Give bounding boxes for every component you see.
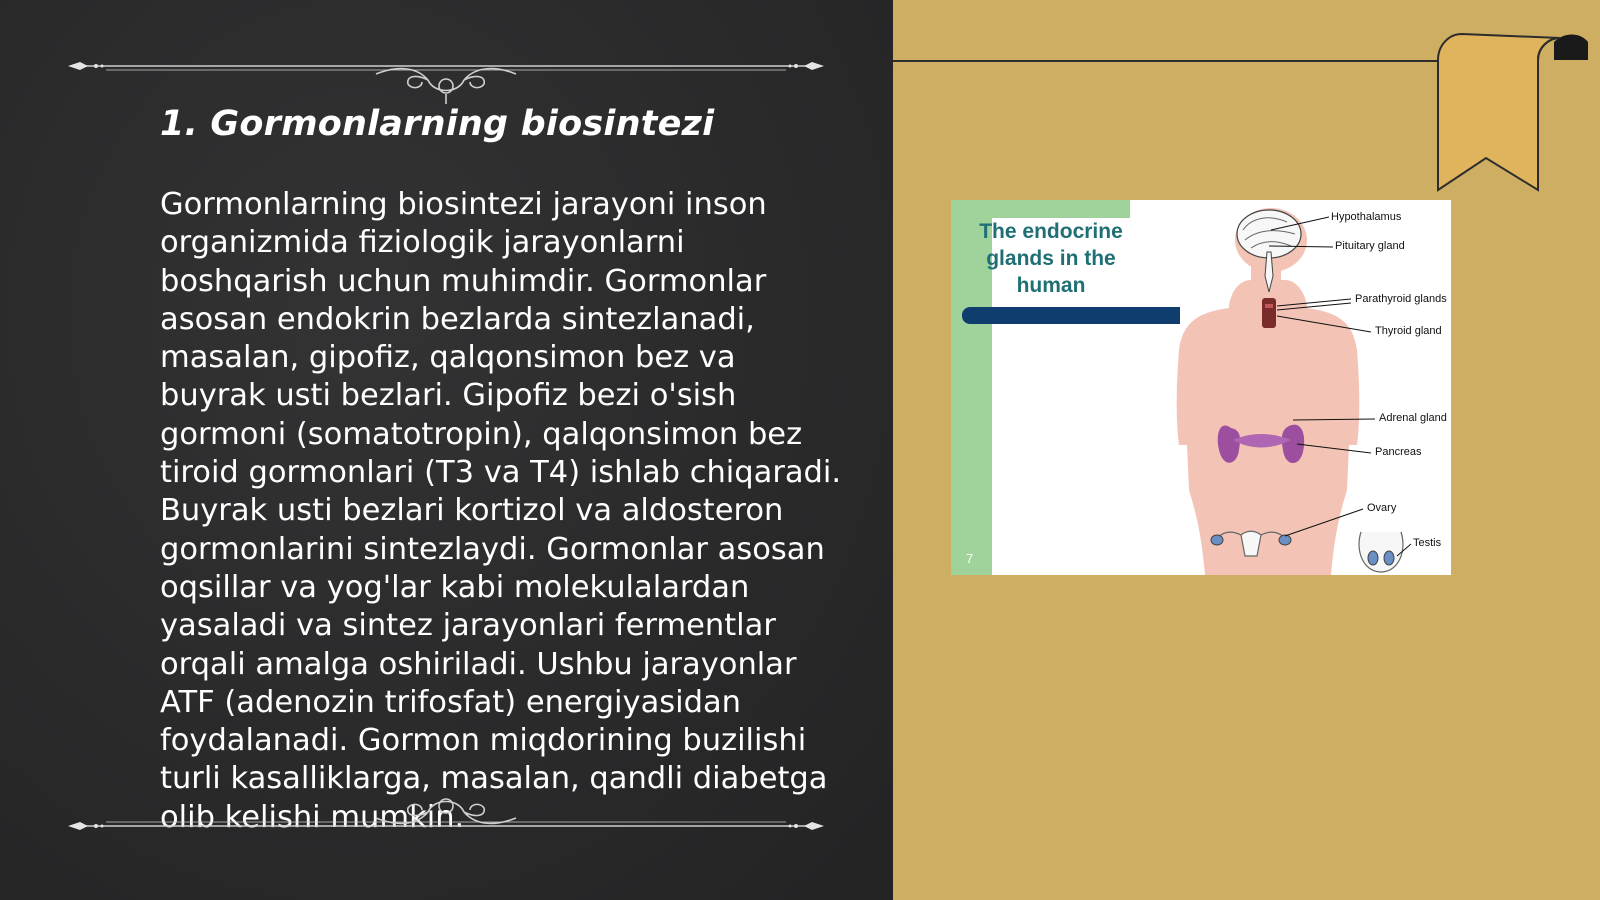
human-body-illustration — [951, 200, 1451, 575]
divider-line — [893, 60, 1437, 62]
figure-title: The endocrine glands in the human — [979, 220, 1123, 297]
label-ovary: Ovary — [1367, 502, 1397, 514]
label-thyroid-gland: Thyroid gland — [1375, 325, 1442, 337]
testis-icon — [1359, 532, 1403, 572]
ornament-top — [66, 44, 826, 104]
label-testis: Testis — [1413, 537, 1442, 549]
label-pancreas: Pancreas — [1375, 446, 1422, 458]
endocrine-glands-figure — [951, 200, 1451, 575]
label-hypothalamus: Hypothalamus — [1331, 211, 1402, 223]
bookmark-ribbon — [1430, 30, 1600, 205]
label-parathyroid-glands: Parathyroid glands — [1355, 293, 1447, 305]
ornament-bottom — [66, 778, 826, 838]
label-adrenal-gland: Adrenal gland — [1379, 412, 1447, 424]
brain-icon — [1237, 210, 1301, 292]
label-pituitary-gland: Pituitary gland — [1335, 240, 1405, 252]
figure-page-number: 7 — [966, 551, 974, 566]
slide-title: 1. Gormonlarning biosintezi — [160, 104, 715, 144]
slide-body-text: Gormonlarning biosintezi jarayoni inson organizmida fiziologik jarayonlarni boshqarish uchun muhimdir. Gormonlar asosan endokrin bezlarda sintezlanadi, masalan, gipofiz, qalqonsimon bez va buyrak usti bezlari. Gipofiz bezi o'sish gormoni (somatotropin), qalqonsimon bez tiroid gormonlari (T3 va T4) ishlab chiqaradi. Buyrak usti bezlari kortizol va aldosteron gormonlarini sintezlaydi. Gormonlar asosan oqsillar va yog'lar kabi molekulalardan yasaladi va sintez jarayonlari fermentlar orqali amalga oshiriladi. Ushbu jarayonlar ATF (adenozin trifosfat) energiyasidan foydalanadi. Gormon miqdorining buzilishi turli kasalliklarga, masalan, qandli diabetga olib kelishi mumkin. — [160, 187, 842, 835]
